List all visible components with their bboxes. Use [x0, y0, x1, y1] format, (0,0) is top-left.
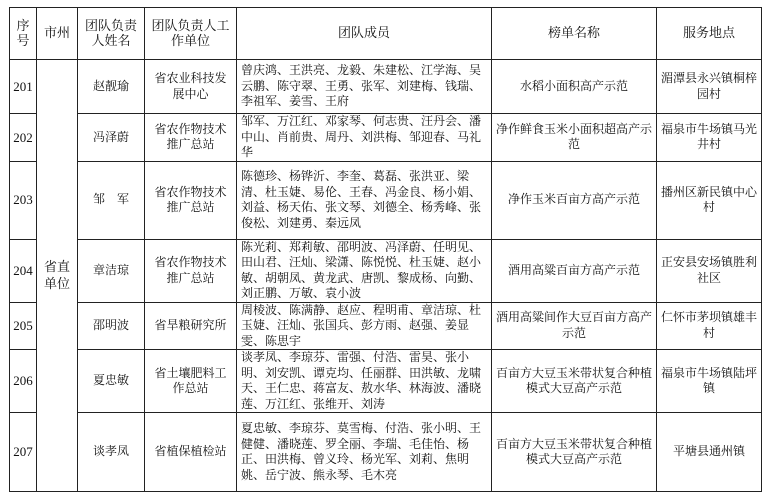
- row-unit: 省植保植检站: [145, 413, 237, 492]
- row-leader: 谈孝凤: [78, 413, 145, 492]
- table-row: [10, 60, 762, 114]
- row-members: 陈光莉、郑莉敏、邵明波、冯泽蔚、任明见、田山君、汪灿、梁潇、陈悦悦、杜玉婕、赵小敏、胡朝凤、黄龙武、唐凯、黎成杨、向勤、刘正鹏、万敏、袁小波: [237, 239, 492, 302]
- row-leader: 邹 军: [78, 161, 145, 239]
- row-leader: 夏忠敏: [78, 350, 145, 413]
- row-place: 湄潭县永兴镇桐梓园村: [657, 60, 762, 114]
- row-list: 酒用高粱间作大豆百亩方高产示范: [492, 302, 657, 350]
- row-list: 酒用高粱百亩方高产示范: [492, 239, 657, 302]
- row-members: 夏忠敏、李琼芬、莫雪梅、付浩、张小明、王健健、潘晓莲、罗全丽、李瑞、毛佳怡、杨正、田洪梅、曾义玲、杨光军、刘莉、焦明姚、岳宁波、熊永琴、毛木亮: [237, 413, 492, 492]
- header-leader: 团队负责人姓名: [78, 8, 145, 60]
- row-unit: 省旱粮研究所: [145, 302, 237, 350]
- table-row: [10, 350, 762, 413]
- header-members: 团队成员: [237, 8, 492, 60]
- row-unit: 省农作物技术推广总站: [145, 239, 237, 302]
- row-members: 陈德珍、杨铧沂、李奎、葛磊、张洪亚、梁清、杜玉婕、易伦、王春、冯金良、杨小娟、刘益、杨天佑、张文琴、刘德全、杨秀峰、张俊松、刘建勇、秦远凤: [237, 161, 492, 239]
- row-list: 百亩方大豆玉米带状复合种植模式大豆高产示范: [492, 350, 657, 413]
- row-seq: 202: [10, 114, 37, 162]
- header-city: 市州: [37, 8, 78, 60]
- row-members: 曾庆鸿、王洪亮、龙毅、朱建松、江学海、吴云鹏、陈守翠、王勇、张军、刘建梅、钱瑞、李祖军、姜雪、王府: [237, 60, 492, 114]
- row-list: 净作鲜食玉米小面积超高产示范: [492, 114, 657, 162]
- row-place: 仁怀市茅坝镇雄丰村: [657, 302, 762, 350]
- team-table: [9, 7, 762, 492]
- row-leader: 冯泽蔚: [78, 114, 145, 162]
- row-members: 邹军、万江红、邓家琴、何志贵、汪丹会、潘中山、肖前贵、周丹、刘洪梅、邹迎春、马礼华: [237, 114, 492, 162]
- table-row: [10, 161, 762, 239]
- row-list: 百亩方大豆玉米带状复合种植模式大豆高产示范: [492, 413, 657, 492]
- row-place: 福泉市牛场镇马光井村: [657, 114, 762, 162]
- table-row: [10, 114, 762, 162]
- row-members: 谈孝凤、李琼芬、雷强、付浩、雷昊、张小明、刘安凯、谭克均、任丽群、田洪敏、龙啸天、王仁忠、蒋富友、敖水华、林海波、潘晓莲、万江红、张维开、刘涛: [237, 350, 492, 413]
- row-seq: 206: [10, 350, 37, 413]
- table-row: [10, 302, 762, 350]
- header-place: 服务地点: [657, 8, 762, 60]
- row-list: 净作玉米百亩方高产示范: [492, 161, 657, 239]
- row-unit: 省农作物技术推广总站: [145, 161, 237, 239]
- row-leader: 赵靓瑜: [78, 60, 145, 114]
- row-place: 播州区新民镇中心村: [657, 161, 762, 239]
- row-leader: 邵明波: [78, 302, 145, 350]
- header-seq: 序号: [10, 8, 37, 60]
- row-members: 周棱波、陈满静、赵应、程明甫、章洁琼、杜玉婕、汪灿、张国兵、彭方雨、赵强、姜显雯、陈思宇: [237, 302, 492, 350]
- table-row: [10, 239, 762, 302]
- header-unit: 团队负责人工作单位: [145, 8, 237, 60]
- row-seq: 201: [10, 60, 37, 114]
- row-leader: 章洁琼: [78, 239, 145, 302]
- row-unit: 省农业科技发展中心: [145, 60, 237, 114]
- header-row: [10, 8, 762, 60]
- row-seq: 204: [10, 239, 37, 302]
- row-seq: 205: [10, 302, 37, 350]
- row-unit: 省土壤肥料工作总站: [145, 350, 237, 413]
- row-place: 福泉市牛场镇陆坪镇: [657, 350, 762, 413]
- data-table-container: [9, 7, 762, 492]
- row-seq: 203: [10, 161, 37, 239]
- header-list: 榜单名称: [492, 8, 657, 60]
- table-row: [10, 413, 762, 492]
- row-unit: 省农作物技术推广总站: [145, 114, 237, 162]
- row-place: 正安县安场镇胜利社区: [657, 239, 762, 302]
- row-list: 水稻小面积高产示范: [492, 60, 657, 114]
- row-seq: 207: [10, 413, 37, 492]
- row-place: 平塘县通州镇: [657, 413, 762, 492]
- city-cell: 省直单位: [37, 60, 78, 492]
